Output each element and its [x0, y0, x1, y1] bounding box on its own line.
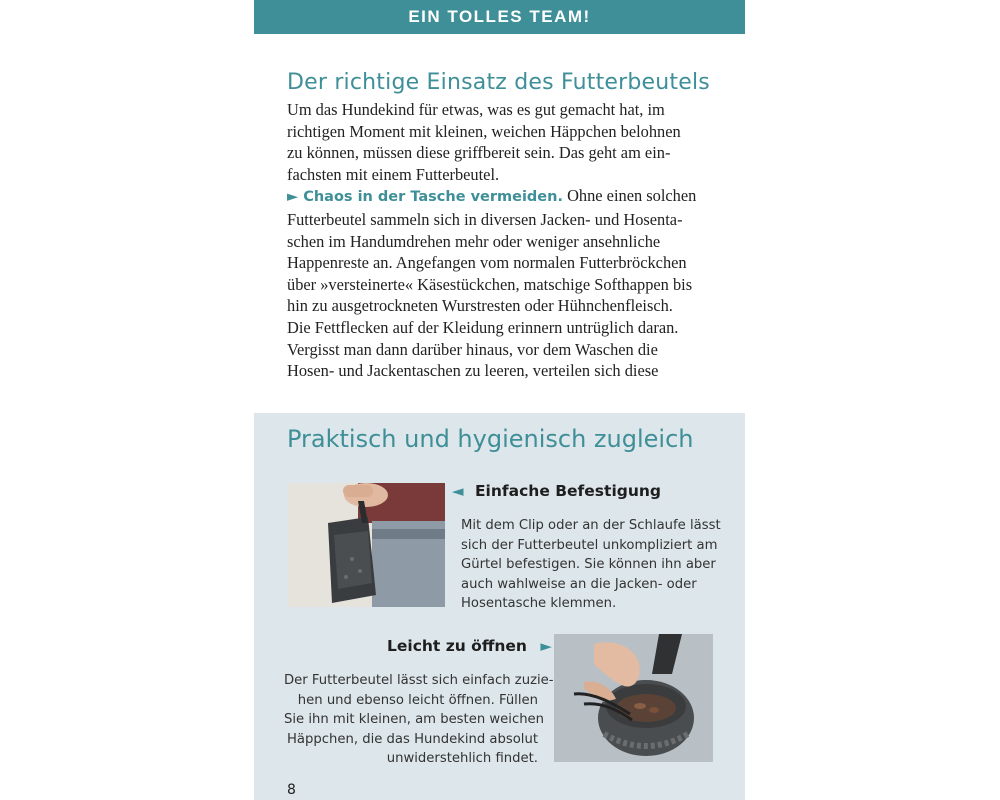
body-line: Happenreste an. Angefangen vom normalen Futterbröckchen — [287, 253, 687, 273]
item2-heading-row — [387, 637, 552, 655]
body-line: fachsten mit einem Futterbeutel. — [287, 164, 500, 184]
article-body — [287, 99, 717, 382]
body-line: schen im Handumdrehen mehr oder weniger ansehnliche — [287, 231, 661, 251]
caption-line: Häppchen, die das Hundekind absolut — [287, 731, 538, 747]
body-line: über »versteinerte« Käsestückchen, matschige Softhappen bis — [287, 274, 693, 294]
item1-heading: Einfache Befestigung — [474, 482, 662, 500]
caption-line: Gürtel befestigen. Sie können ihn aber — [461, 557, 716, 573]
chapter-banner — [254, 0, 745, 34]
chapter-title: EIN TOLLES TEAM! — [408, 7, 591, 26]
body-line: zu können, müssen diese griffbereit sein. Das geht am ein- — [287, 143, 671, 163]
body-line: Die Fettflecken auf der Kleidung erinnern untrüglich daran. — [287, 317, 679, 337]
caption-line: Der Futterbeutel lässt sich einfach zuzie- — [284, 673, 554, 688]
book-page — [254, 0, 745, 800]
body-line: hin zu ausgetrockneten Wurstresten oder Hühnchenfleisch. — [287, 296, 673, 316]
item2-caption — [284, 671, 554, 769]
caption-line: sich der Futterbeutel unkompliziert am — [461, 537, 718, 553]
item2-heading: Leicht zu öffnen — [387, 637, 527, 655]
item1-caption — [461, 516, 721, 614]
body-line: Vergisst man dann darüber hinaus, vor dem Waschen die — [287, 339, 658, 359]
caption-line: auch wahlweise an die Jacken- oder — [461, 576, 697, 592]
body-line: richtigen Moment mit kleinen, weichen Häppchen belohnen — [287, 121, 681, 141]
section-heading: Der richtige Einsatz des Futterbeutels — [287, 70, 710, 95]
page-number: 8 — [287, 782, 296, 798]
item1-heading-row — [452, 482, 661, 500]
lead-label: ► Chaos in der Tasche vermeiden. — [287, 189, 563, 206]
body-line: Hosen- und Jackentaschen zu leeren, verteilen sich diese — [287, 361, 659, 381]
lead-line-rest: Ohne einen solchen — [562, 186, 697, 206]
caption-line: hen und ebenso leicht öffnen. Füllen — [297, 692, 538, 708]
caption-line: unwiderstehlich findet. — [386, 751, 538, 767]
caption-line: Hosentasche klemmen. — [461, 596, 617, 612]
caption-line: Sie ihn mit kleinen, am besten weichen — [284, 712, 545, 728]
body-line: Futterbeutel sammeln sich in diversen Jacken- und Hosenta- — [287, 209, 683, 229]
open-bag-photo — [554, 634, 713, 762]
arrow-right-icon: ► — [540, 637, 552, 655]
arrow-left-icon: ◄ — [452, 482, 464, 500]
lead-line — [287, 185, 717, 209]
info-box-title: Praktisch und hygienisch zugleich — [287, 425, 694, 453]
caption-line: Mit dem Clip oder an der Schlaufe lässt — [461, 518, 721, 533]
body-line: Um das Hundekind für etwas, was es gut gemacht hat, im — [287, 100, 665, 119]
belt-clip-photo — [288, 483, 445, 607]
